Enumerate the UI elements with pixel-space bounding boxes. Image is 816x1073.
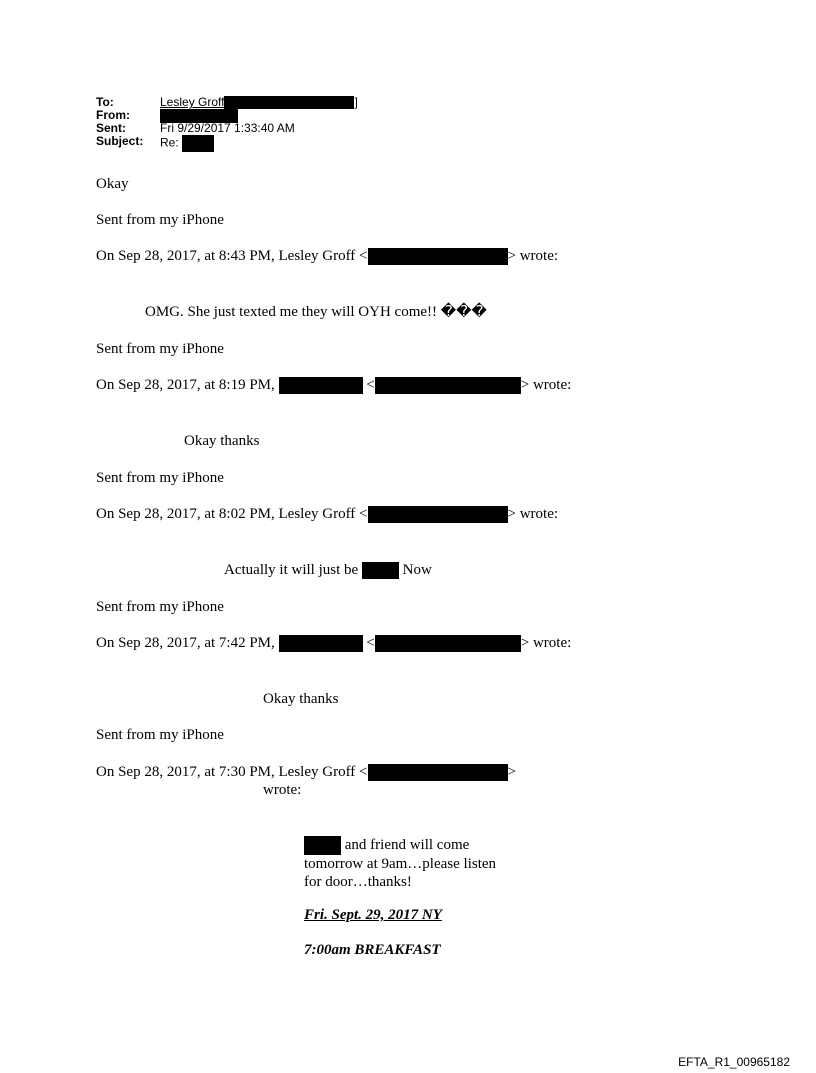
subject-label: Subject: [96, 134, 144, 148]
quoted-message-2: Okay thanks [184, 433, 260, 449]
redaction-box [362, 562, 399, 579]
signature: Sent from my iPhone [96, 212, 224, 228]
quote-header-4: On Sep 28, 2017, at 7:42 PM, < > wrote: [96, 635, 572, 651]
redaction-box [182, 135, 214, 152]
redaction-box [279, 377, 363, 394]
quote-header-1: On Sep 28, 2017, at 8:43 PM, Lesley Groff < > wrote: [96, 248, 559, 264]
signature: Sent from my iPhone [96, 341, 224, 357]
quote-header-5-wrote: wrote: [263, 782, 302, 798]
breakfast-heading: 7:00am BREAKFAST [304, 942, 441, 958]
redaction-box [304, 836, 341, 855]
redaction-box [224, 96, 354, 109]
to-label: To: [96, 95, 114, 109]
signature: Sent from my iPhone [96, 599, 224, 615]
from-label: From: [96, 108, 130, 122]
redaction-box [368, 506, 508, 523]
redaction-box [375, 635, 521, 652]
quote-header-3: On Sep 28, 2017, at 8:02 PM, Lesley Groff < > wrote: [96, 506, 559, 522]
final-message-line-2: tomorrow at 9am…please listen [304, 856, 497, 872]
redaction-box [375, 377, 521, 394]
date-heading: Fri. Sept. 29, 2017 NY [304, 907, 442, 923]
quote-header-5: On Sep 28, 2017, at 7:30 PM, Lesley Groff < > [96, 764, 516, 780]
redaction-box [279, 635, 363, 652]
quoted-message-3: Actually it will just be Now [224, 562, 432, 578]
sent-label: Sent: [96, 121, 126, 135]
document-id: EFTA_R1_00965182 [678, 1055, 790, 1069]
reply-text: Okay [96, 176, 129, 192]
signature: Sent from my iPhone [96, 470, 224, 486]
final-message-line-1: and friend will come [304, 836, 469, 855]
quote-header-2: On Sep 28, 2017, at 8:19 PM, < > wrote: [96, 377, 572, 393]
subject-value: Re: [160, 135, 179, 150]
quoted-message-4: Okay thanks [263, 691, 339, 707]
signature: Sent from my iPhone [96, 727, 224, 743]
final-message-line-3: for door…thanks! [304, 874, 412, 890]
to-value: Lesley Groff [160, 95, 225, 109]
redaction-box [368, 248, 508, 265]
sent-value: Fri 9/29/2017 1:33:40 AM [160, 121, 295, 135]
redaction-box [368, 764, 508, 781]
to-trail: ] [354, 95, 358, 109]
quoted-message-1: OMG. She just texted me they will OYH come!! ��� [145, 304, 487, 320]
